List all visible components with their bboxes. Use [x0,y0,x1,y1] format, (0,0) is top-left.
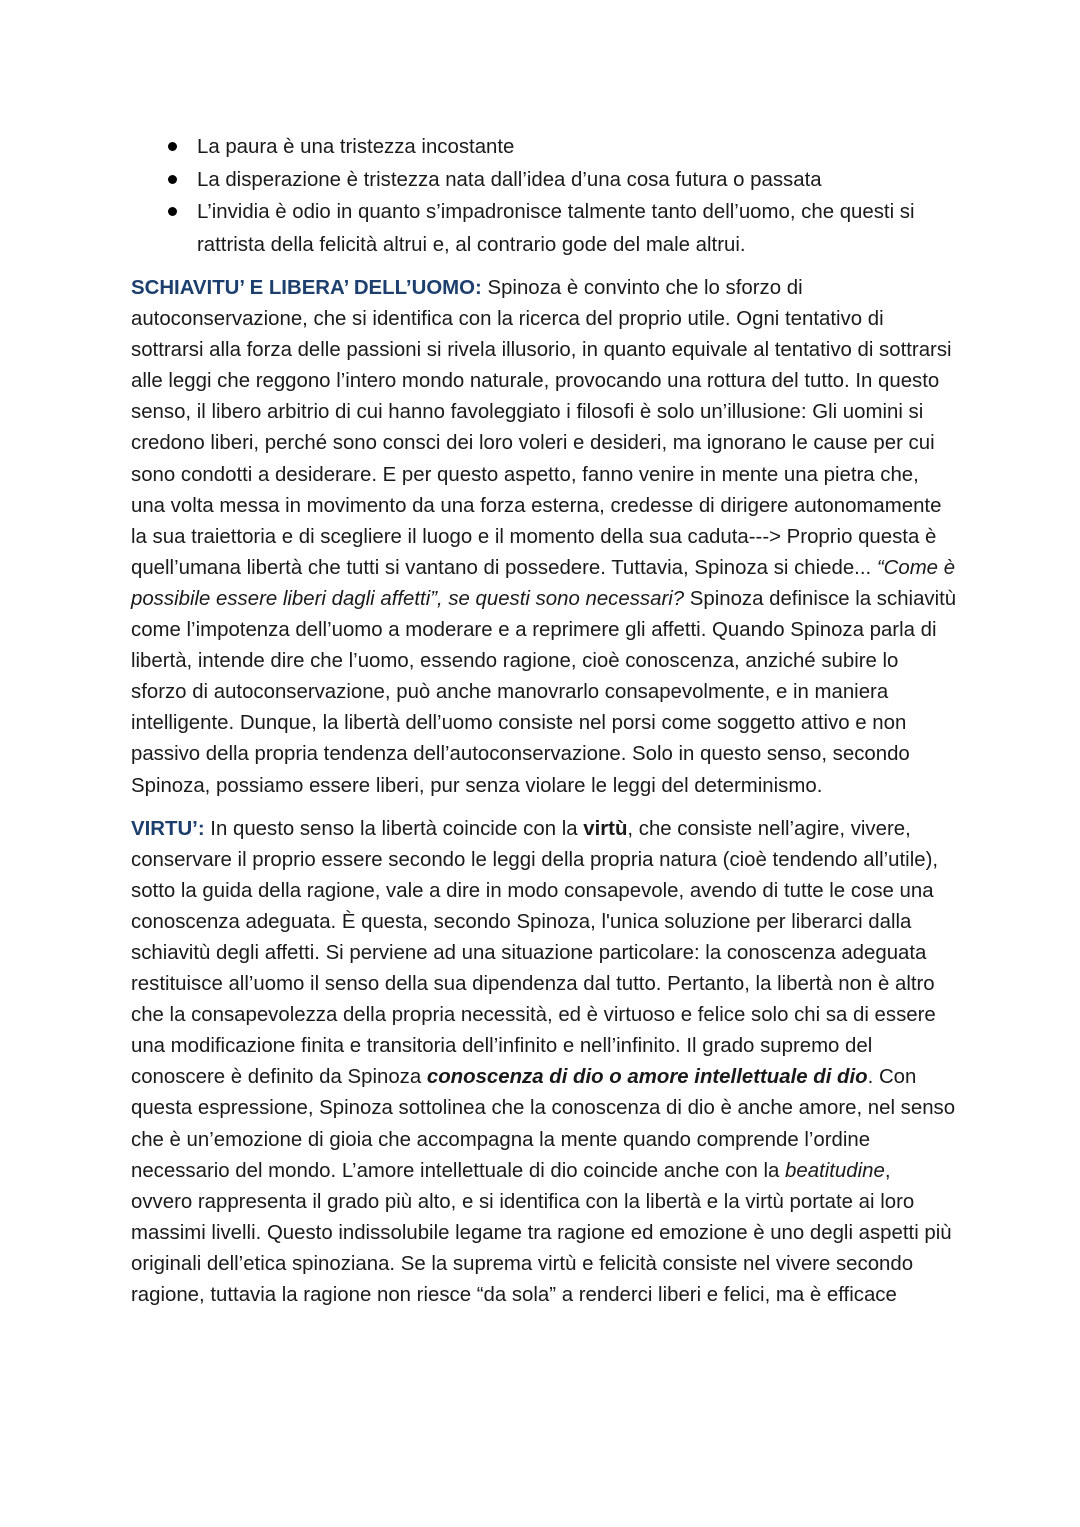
paragraph-text: Spinoza è convinto che lo sforzo di autoconservazione, che si identifica con la ricerca del proprio utile. Ogni tentativo di sottrarsi alla forza delle passioni si rivela illusorio, in quanto equivale al tentativo di sottrarsi alle leggi che reggono l’intero mondo naturale, provocando una rottura del tutto. In questo senso, il libero arbitrio di cui hanno favoleggiato i filosofi è solo un’illusione: Gli uomini si credono liberi, perché sono consci dei loro voleri e desideri, ma ignorano le cause per cui sono condotti a desiderare. E per questo aspetto, fanno venire in mente una pietra che, una volta messa in movimento da una forza esterna, credesse di dirigere autonomamente la sua traiettoria e di scegliere il luogo e il momento della sua caduta---> Proprio questa è quell’umana libertà che tutti si vantano di possedere. Tuttavia, Spinoza si chiede... [131,277,952,579]
bold-italic-term: conoscenza di dio o amore intellettuale di dio [426,1066,868,1089]
paragraph-text: , ovvero rappresenta il grado più alto, e si identifica con la libertà e la virtù portate ai loro massimi livelli. Questo indissolubile legame tra ragione ed emozione è uno degli aspetti più originali dell’etica spinoziana. Se la suprema virtù e felicità consiste nel vivere secondo ragione, tuttavia la ragione non riesce “da sola” a renderci liberi e felici, ma è efficace [131,1159,952,1306]
paragraph-text: Spinoza definisce la schiavitù come l’impotenza dell’uomo a moderare e a reprimere gli affetti. Quando Spinoza parla di libertà, intende dire che l’uomo, essendo ragione, cioè conoscenza, anziché subire lo sforzo di autoconservazione, può anche manovrarlo consapevolmente, e in maniera intelligente. Dunque, la libertà dell’uomo consiste nel porsi come soggetto attivo e non passivo della propria tendenza dell’autoconservazione. Solo in questo senso, secondo Spinoza, possiamo essere liberi, pur senza violare le leggi del determinismo. [131,587,957,797]
document-page [131,131,957,1323]
list-item: La paura è una tristezza incostante [131,131,957,164]
section-heading: SCHIAVITU’ E LIBERA’ DELL’UOMO: [131,277,482,299]
italic-question: “Come è possibile essere liberi dagli affetti”, se questi sono necessari? [131,556,956,610]
list-item: La disperazione è tristezza nata dall’idea d’una cosa futura o passata [131,164,957,197]
italic-term: beatitudine [785,1159,885,1182]
section-heading: VIRTU’: [131,817,205,840]
section-schiavitu-liberta [131,273,957,802]
bold-term: virtù [583,817,628,840]
paragraph-text: In questo senso la libertà coincide con la [204,817,584,840]
paragraph-text: , che consiste nell’agire, vivere, conservare il proprio essere secondo le leggi della propria natura (cioè tendendo all’utile), sotto la guida della ragione, vale a dire in modo consapevole, avendo di tutte le cose una conoscenza adeguata. È questa, secondo Spinoza, l'unica soluzione per liberarci dalla schiavitù degli affetti. Si perviene ad una situazione particolare: la conoscenza adeguata restituisce all’uomo il senso della sua dipendenza dal tutto. Pertanto, la libertà non è altro che la consapevolezza della propria necessità, ed è virtuoso e felice solo chi sa di essere una modificazione finita e transitoria dell’infinito e nell’infinito. Il grado supremo del conoscere è definito da Spinoza [131,817,939,1089]
emotion-definitions-list [131,131,957,261]
list-item: L’invidia è odio in quanto s’impadronisce talmente tanto dell’uomo, che questi si rattrista della felicità altrui e, al contrario gode del male altrui. [131,196,957,261]
paragraph-text: . Con questa espressione, Spinoza sottolinea che la conoscenza di dio è anche amore, nel senso che è un’emozione di gioia che accompagna la mente quando comprende l’ordine necessario del mondo. L’amore intellettuale di dio coincide anche con la [131,1066,956,1182]
section-virtu [131,814,957,1312]
